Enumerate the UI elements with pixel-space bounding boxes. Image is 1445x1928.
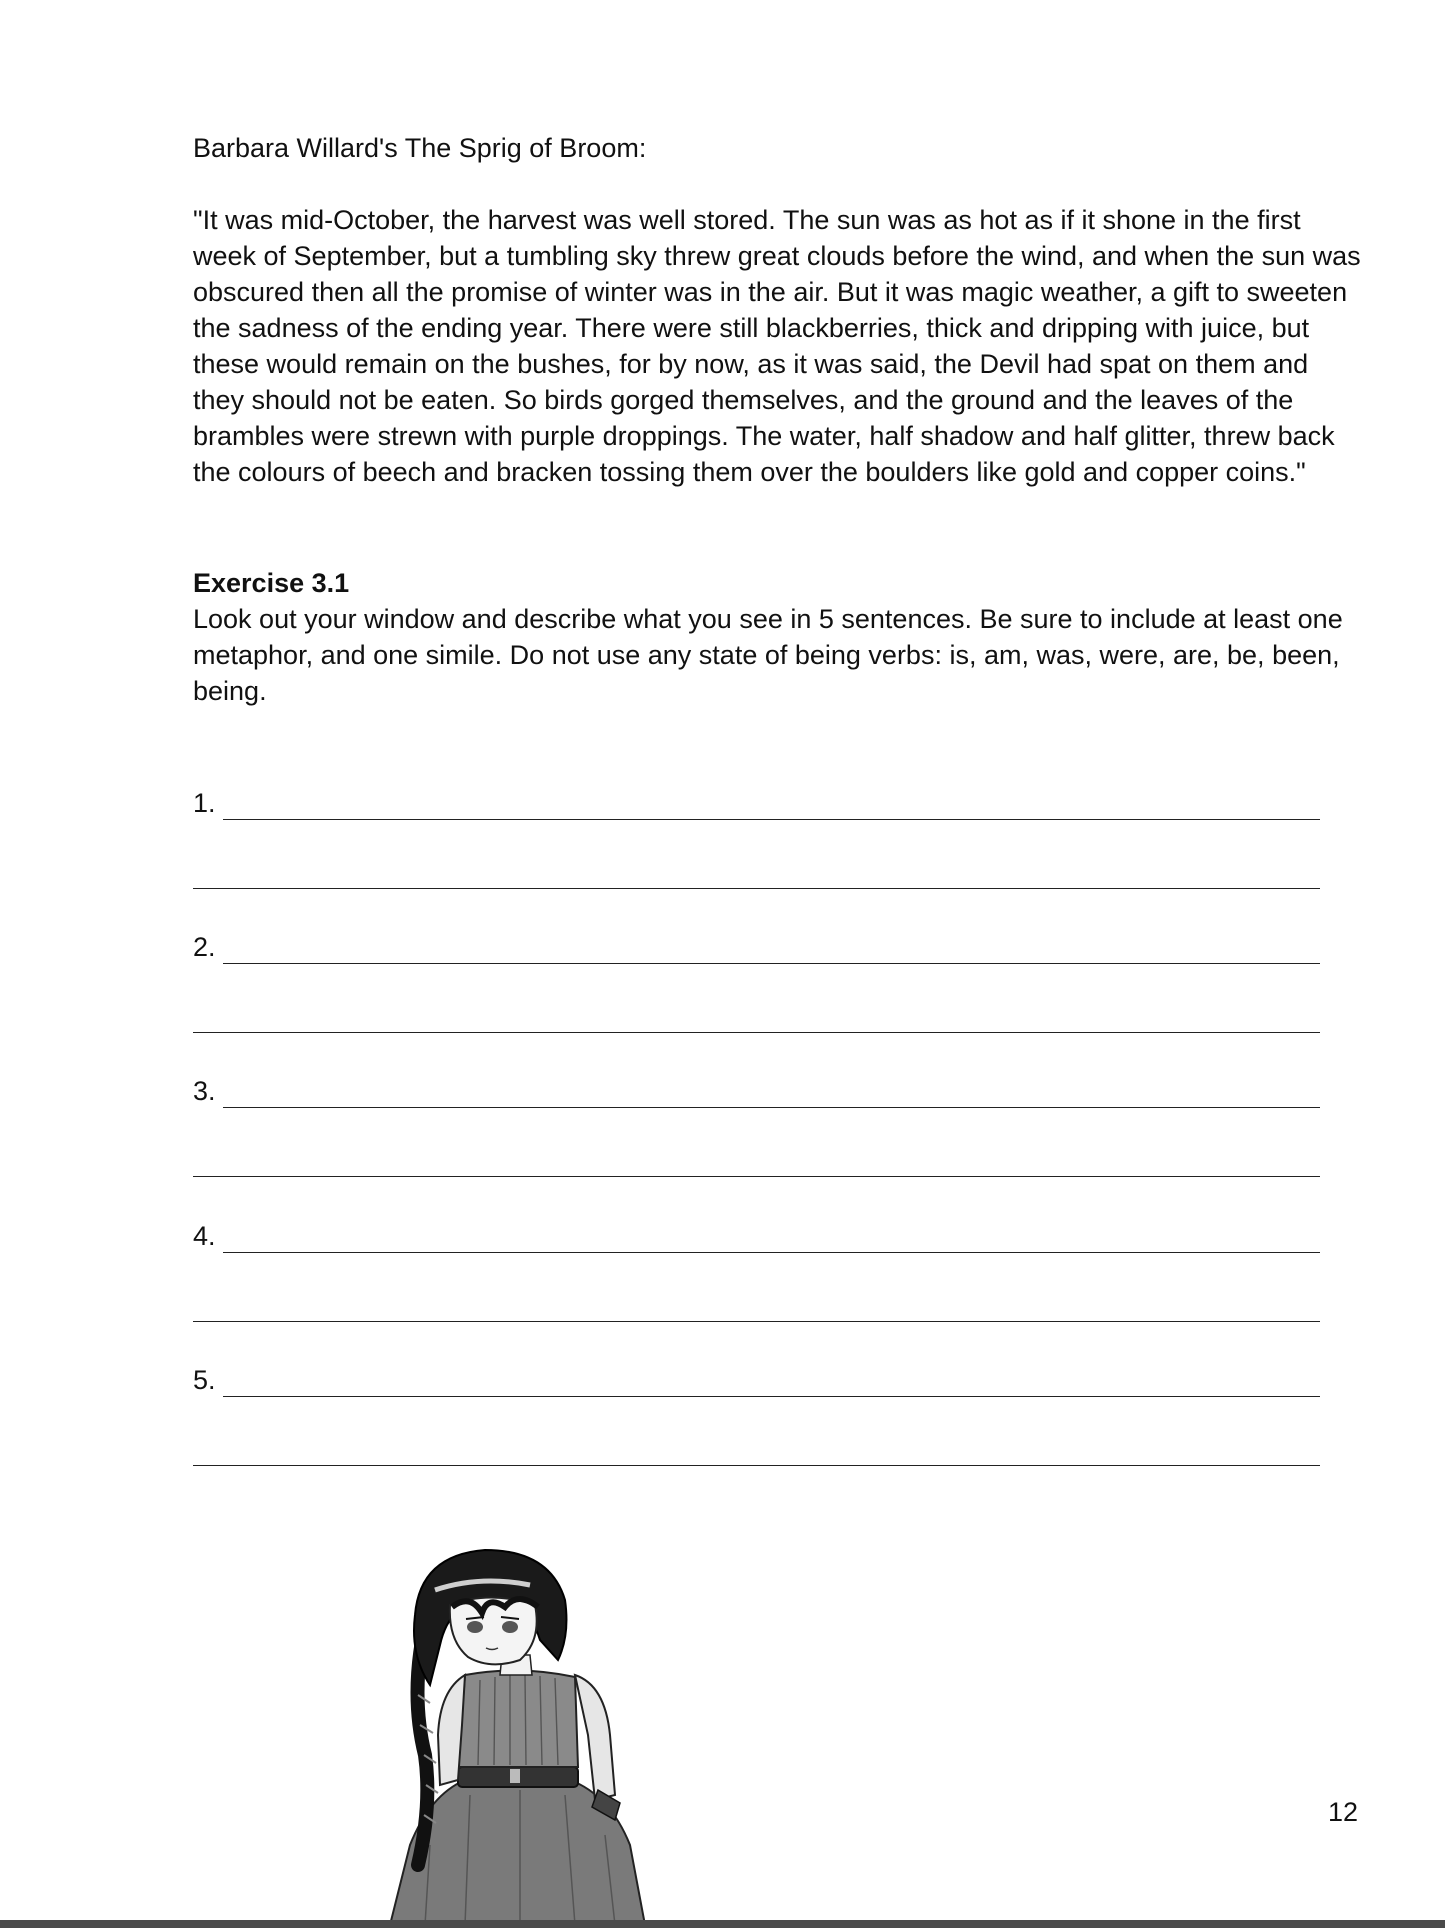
exercise-instructions: Look out your window and describe what you see in 5 sentences. Be sure to include at least one metaphor, and one simile. Do not use any state of being verbs: is, am, was, were, are, be, been, being. xyxy=(193,604,1343,706)
answer-continuation-line[interactable] xyxy=(193,888,1320,889)
page-number: 12 xyxy=(1327,1797,1358,1827)
quoted-passage: "It was mid-October, the harvest was well stored. The sun was as hot as if it shone in the first week of September, but a tumbling sky threw great clouds before the wind, and when the sun was obscured then all the promise of winter was in the air. But it was magic weather, a gift to sweeten the sadness of the ending year. There were still blackberries, thick and dripping with juice, but these would remain on the bushes, for by now, as it was said, the Devil had spat on them and they should not be eaten. So birds gorged themselves, and the ground and the leaves of the brambles were strewn with purple droppings. The water, half shadow and half glitter, threw back the colours of beech and bracken tossing them over the boulders like gold and copper coins." xyxy=(193,205,1361,487)
answer-number: 1. xyxy=(193,788,216,818)
page-content xyxy=(193,130,1363,709)
girl-illustration-icon xyxy=(370,1545,660,1925)
answer-number: 3. xyxy=(193,1076,216,1106)
answer-number: 4. xyxy=(193,1221,216,1251)
answer-line[interactable] xyxy=(223,1107,1320,1108)
answer-line[interactable] xyxy=(223,963,1320,964)
answer-row-3[interactable] xyxy=(193,1068,1320,1108)
answer-continuation-line[interactable] xyxy=(193,1321,1320,1322)
answer-number: 2. xyxy=(193,932,216,962)
exercise-heading: Exercise 3.1 xyxy=(193,568,350,598)
bottom-bar xyxy=(0,1920,1445,1928)
answer-line[interactable] xyxy=(223,1396,1320,1397)
answer-row-5[interactable] xyxy=(193,1357,1320,1397)
answer-number: 5. xyxy=(193,1365,216,1395)
answer-line[interactable] xyxy=(223,819,1320,820)
answer-row-1[interactable] xyxy=(193,780,1320,820)
answer-row-4[interactable] xyxy=(193,1213,1320,1253)
answer-line[interactable] xyxy=(223,1252,1320,1253)
source-title: Barbara Willard's The Sprig of Broom: xyxy=(193,133,647,163)
answer-continuation-line[interactable] xyxy=(193,1465,1320,1466)
answer-continuation-line[interactable] xyxy=(193,1176,1320,1177)
answer-continuation-line[interactable] xyxy=(193,1032,1320,1033)
answer-row-2[interactable] xyxy=(193,924,1320,964)
